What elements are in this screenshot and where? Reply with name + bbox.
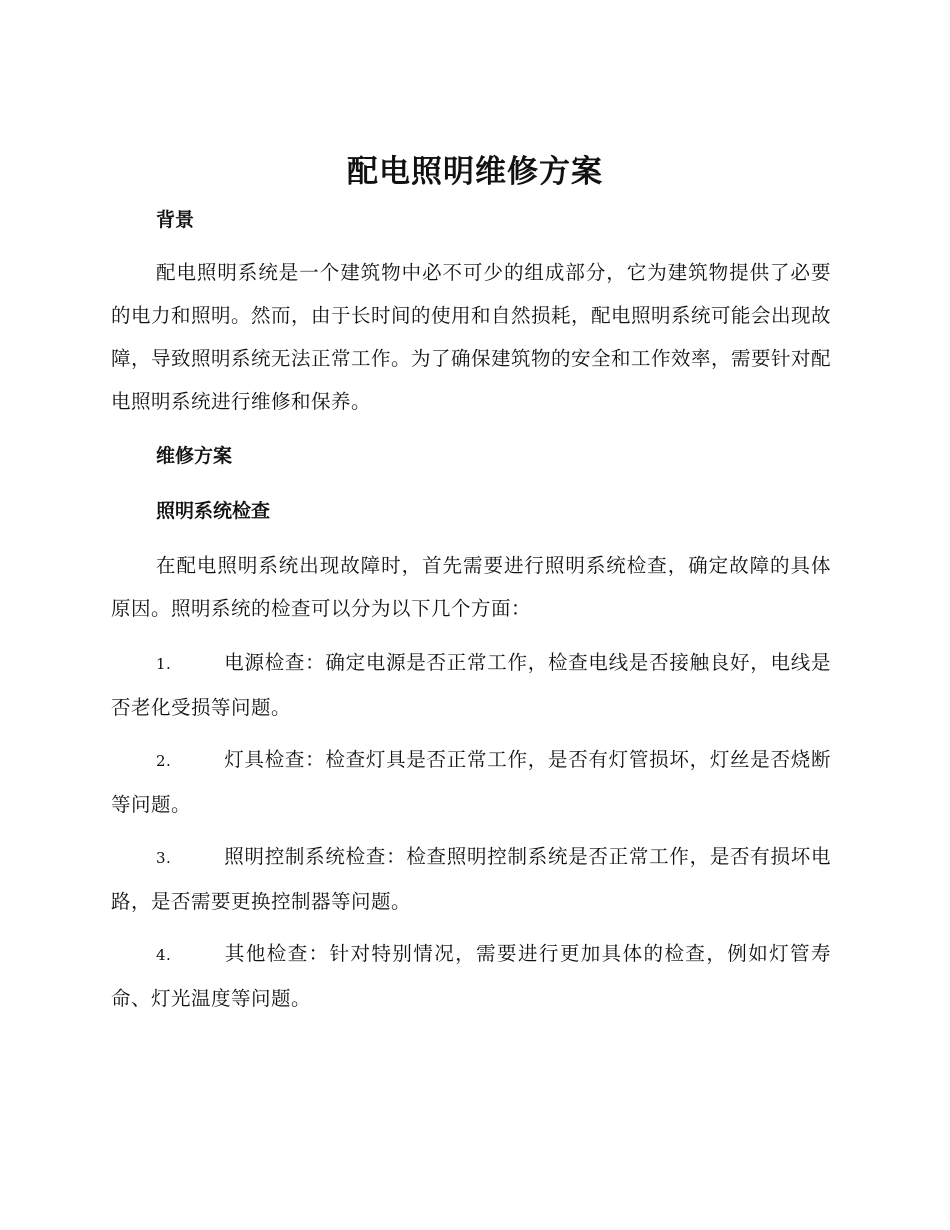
paragraph-inspection: 在配电照明系统出现故障时，首先需要进行照明系统检查，确定故障的具体原因。照明系统的检查可以分为以下几个方面： [111,554,831,620]
paragraph-background: 配电照明系统是一个建筑物中必不可少的组成部分，它为建筑物提供了必要的电力和照明。然而，由于长时间的使用和自然损耗，配电照明系统可能会出现故障，导致照明系统无法正常工作。为了确保建筑物的安全和工作效率，需要针对配电照明系统进行维修和保养。 [111,261,832,413]
list-item [111,835,831,923]
list-item [111,932,831,1020]
heading-background: 背景 [156,209,195,231]
list-item-number: 3. [156,849,172,867]
list-item [111,738,831,826]
list-item-text: 电源检查：确定电源是否正常工作，检查电线是否接触良好，电线是否老化受损等问题。 [111,651,831,719]
list-item [111,641,831,729]
list-item-number: 2. [156,752,172,770]
list-item-number: 1. [156,655,172,673]
heading-lighting-inspection: 照明系统检查 [156,500,271,522]
list-item-text: 灯具检查：检查灯具是否正常工作，是否有灯管损坏，灯丝是否烧断等问题。 [111,748,831,816]
document-title: 配电照明维修方案 [347,154,603,190]
heading-maintenance-plan: 维修方案 [156,445,233,467]
list-item-text: 其他检查：针对特别情况，需要进行更加具体的检查，例如灯管寿命、灯光温度等问题。 [111,942,831,1010]
list-item-text: 照明控制系统检查：检查照明控制系统是否正常工作，是否有损坏电路，是否需要更换控制器等问题。 [111,845,831,913]
list-item-number: 4. [156,946,172,964]
